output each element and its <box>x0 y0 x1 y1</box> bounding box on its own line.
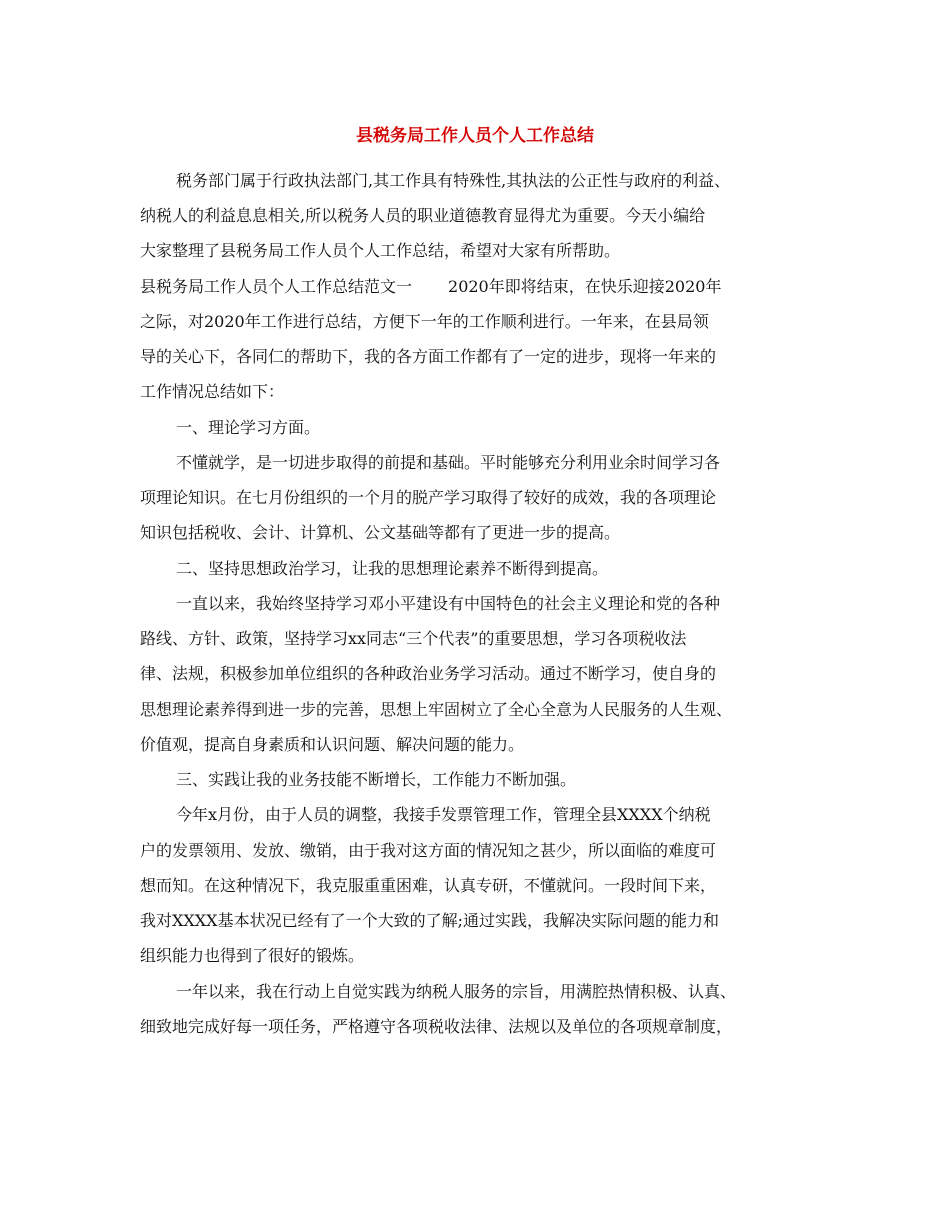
paragraph-line: 大家整理了县税务局工作人员个人工作总结，希望对大家有所帮助。 <box>140 241 621 260</box>
paragraph-line: 纳税人的利益息息相关,所以税务人员的职业道德教育显得尤为重要。今天小编给 <box>140 206 706 225</box>
paragraph-line: 价值观，提高自身素质和认识问题、解决问题的能力。 <box>140 735 525 754</box>
paragraph-line: 项理论知识。在七月份组织的一个月的脱产学习取得了较好的成效，我的各项理论 <box>140 488 717 507</box>
section-heading-line <box>140 276 830 298</box>
section-heading: 二、坚持思想政治学习，让我的思想理论素养不断得到提高。 <box>176 559 609 578</box>
paragraph-line: 税务部门属于行政执法部门,其工作具有特殊性,其执法的公正性与政府的利益、 <box>176 171 731 190</box>
paragraph-line: 今年x月份，由于人员的调整，我接手发票管理工作，管理全县XXXX个纳税 <box>176 805 711 824</box>
section-heading: 一、理论学习方面。 <box>176 418 321 437</box>
paragraph-line: 律、法规，积极参加单位组织的各种政治业务学习活动。通过不断学习，使自身的 <box>140 664 717 683</box>
paragraph-line: 一直以来，我始终坚持学习邓小平建设有中国特色的社会主义理论和党的各种 <box>176 594 721 613</box>
paragraph-line: 户的发票领用、发放、缴销，由于我对这方面的情况知之甚少，所以面临的难度可 <box>140 841 717 860</box>
paragraph-line: 导的关心下，各同仁的帮助下，我的各方面工作都有了一定的进步，现将一年来的 <box>140 347 717 366</box>
paragraph-line: 之际，对2020年工作进行总结，方便下一年的工作顺利进行。一年来，在县局领 <box>140 312 709 331</box>
document-title: 县税务局工作人员个人工作总结 <box>356 126 594 146</box>
paragraph-line: 工作情况总结如下： <box>140 382 285 401</box>
paragraph-line: 一年以来，我在行动上自觉实践为纳税人服务的宗旨，用满腔热情积极、认真、 <box>176 982 737 1001</box>
paragraph-line: 我对XXXX基本状况已经有了一个大致的了解;通过实践，我解决实际问题的能力和 <box>140 911 719 930</box>
example-heading: 县税务局工作人员个人工作总结范文一 <box>140 277 413 296</box>
paragraph-text: 2020年即将结束，在快乐迎接2020年 <box>448 277 722 296</box>
paragraph-line: 不懂就学，是一切进步取得的前提和基础。平时能够充分利用业余时间学习各 <box>176 453 721 472</box>
section-heading: 三、实践让我的业务技能不断增长，工作能力不断加强。 <box>176 770 577 789</box>
paragraph-line: 细致地完成好每一项任务，严格遵守各项税收法律、法规以及单位的各项规章制度， <box>140 1017 733 1036</box>
paragraph-line: 组织能力也得到了很好的锻炼。 <box>140 946 365 965</box>
paragraph-line: 思想理论素养得到进一步的完善，思想上牢固树立了全心全意为人民服务的人生观、 <box>140 700 733 719</box>
paragraph-line: 知识包括税收、会计、计算机、公文基础等都有了更进一步的提高。 <box>140 523 621 542</box>
paragraph-line: 路线、方针、政策，坚持学习xx同志“三个代表”的重要思想，学习各项税收法 <box>140 629 687 648</box>
paragraph-line: 想而知。在这种情况下，我克服重重困难，认真专研，不懂就问。一段时间下来， <box>140 876 717 895</box>
